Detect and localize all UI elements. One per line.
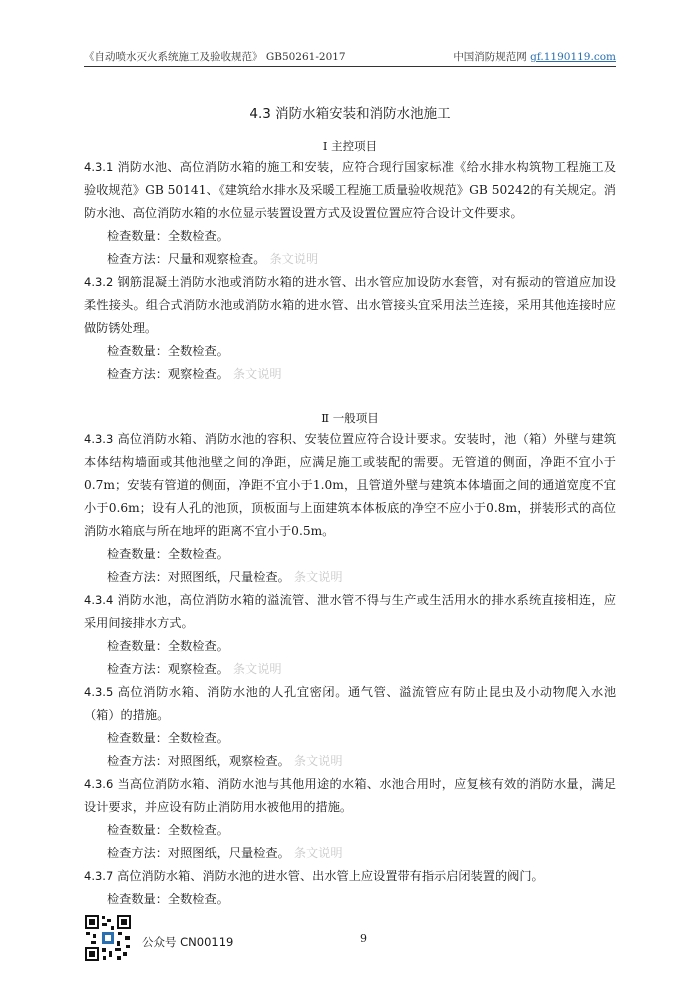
check-method: 检查方法：对照图纸，尺量检查。 [107,570,290,584]
check-quantity: 检查数量：全数检查。 [107,344,229,358]
explanation-link[interactable]: 条文说明 [269,252,319,266]
check-quantity: 检查数量：全数检查。 [107,731,229,745]
clause-number: 4.3.5 [84,685,114,699]
check-quantity: 检查数量：全数检查。 [107,639,229,653]
check-quantity: 检查数量：全数检查。 [107,547,229,561]
check-quantity: 检查数量：全数检查。 [107,892,229,906]
header-site [453,50,616,64]
explanation-link[interactable]: 条文说明 [293,846,343,860]
check-method-row [84,842,616,865]
clause-text: 钢筋混凝土消防水池或消防水箱的进水管、出水管应加设防水套管，对有振动的管道应加设柔性接头。组合式消防水池或消防水箱的进水管、出水管接头宜采用法兰连接，采用其他连接时应做防锈处理。 [84,275,617,335]
check-quantity: 检查数量：全数检查。 [107,823,229,837]
clause-number: 4.3.1 [84,160,114,174]
check-quantity: 检查数量：全数检查。 [107,229,229,243]
clause-text: 高位消防水箱、消防水池的容积、安装位置应符合设计要求。安装时，池（箱）外壁与建筑本体结构墙面或其他池壁之间的净距，应满足施工或装配的需要。无管道的侧面，净距不宜小于0.7m；安装有管道的侧面，净距不宜小于1.0m，且管道外壁与建筑本体墙面之间的通道宽度不宜小于0.6m；设有人孔的池顶，顶板面与上面建筑本体板底的净空不应小于0.8m，拼装形式的高位消防水箱底与所在地坪的距离不宜小于0.5m。 [84,432,617,538]
clause-number: 4.3.4 [84,593,114,607]
clause-text: 消防水池，高位消防水箱的溢流管、泄水管不得与生产或生活用水的排水系统直接相连，应采用间接排水方式。 [84,593,617,630]
clause-number: 4.3.7 [84,869,114,883]
clause-text: 高位消防水箱、消防水池的进水管、出水管上应设置带有指示启闭装置的阀门。 [117,869,544,883]
explanation-link[interactable]: 条文说明 [293,570,343,584]
clause-text: 当高位消防水箱、消防水池与其他用途的水箱、水池合用时，应复核有效的消防水量，满足设计要求，并应设有防止消防用水被他用的措施。 [84,777,617,814]
clause-text: 消防水池、高位消防水箱的施工和安装，应符合现行国家标准《给水排水构筑物工程施工及验收规范》GB 50141、《建筑给水排水及采暖工程施工质量验收规范》GB 50242的有关规定。消防水池、高位消防水箱的水位显示装置设置方式及设置位置应符合设计文件要求。 [84,160,617,220]
clause-4-3-2 [84,271,616,340]
explanation-link[interactable]: 条文说明 [232,367,282,381]
qr-code-icon [84,914,132,962]
main-control-heading: Ⅰ 主控项目 [322,139,378,153]
page-header [84,50,616,67]
check-method-row [84,566,616,589]
clause-4-3-3 [84,428,616,543]
header-standard-title: 《自动喷水灭火系统施工及验收规范》 GB50261-2017 [84,51,346,63]
check-method-row [84,658,616,681]
section-title: 4.3 消防水箱安装和消防水池施工 [249,106,451,122]
check-method-row [84,363,616,386]
clause-text: 高位消防水箱、消防水池的人孔宜密闭。通气管、溢流管应有防止昆虫及小动物爬入水池（箱）的措施。 [84,685,617,722]
explanation-link[interactable]: 条文说明 [293,754,343,768]
general-heading: Ⅱ 一般项目 [321,411,379,425]
check-method: 检查方法：观察检查。 [107,367,229,381]
page-footer [84,914,616,964]
header-site-name: 中国消防规范网 [453,51,527,63]
footer-account: 公众号 CN00119 [142,935,234,949]
clause-4-3-4 [84,589,616,635]
clause-number: 4.3.2 [84,275,114,289]
page-number: 9 [360,932,367,945]
clause-4-3-5 [84,681,616,727]
explanation-link[interactable]: 条文说明 [232,662,282,676]
check-method-row [84,248,616,271]
page-content [84,104,616,911]
clause-number: 4.3.6 [84,777,114,791]
check-method: 检查方法：对照图纸，尺量检查。 [107,846,290,860]
header-site-link[interactable]: gf.1190119.com [530,51,616,63]
check-method: 检查方法：尺量和观察检查。 [107,252,266,266]
check-method-row [84,750,616,773]
check-method: 检查方法：对照图纸，观察检查。 [107,754,290,768]
clause-number: 4.3.3 [84,432,114,446]
clause-4-3-6 [84,773,616,819]
clause-4-3-7 [84,865,616,888]
check-method: 检查方法：观察检查。 [107,662,229,676]
section-gap [84,386,616,408]
clause-4-3-1 [84,156,616,225]
